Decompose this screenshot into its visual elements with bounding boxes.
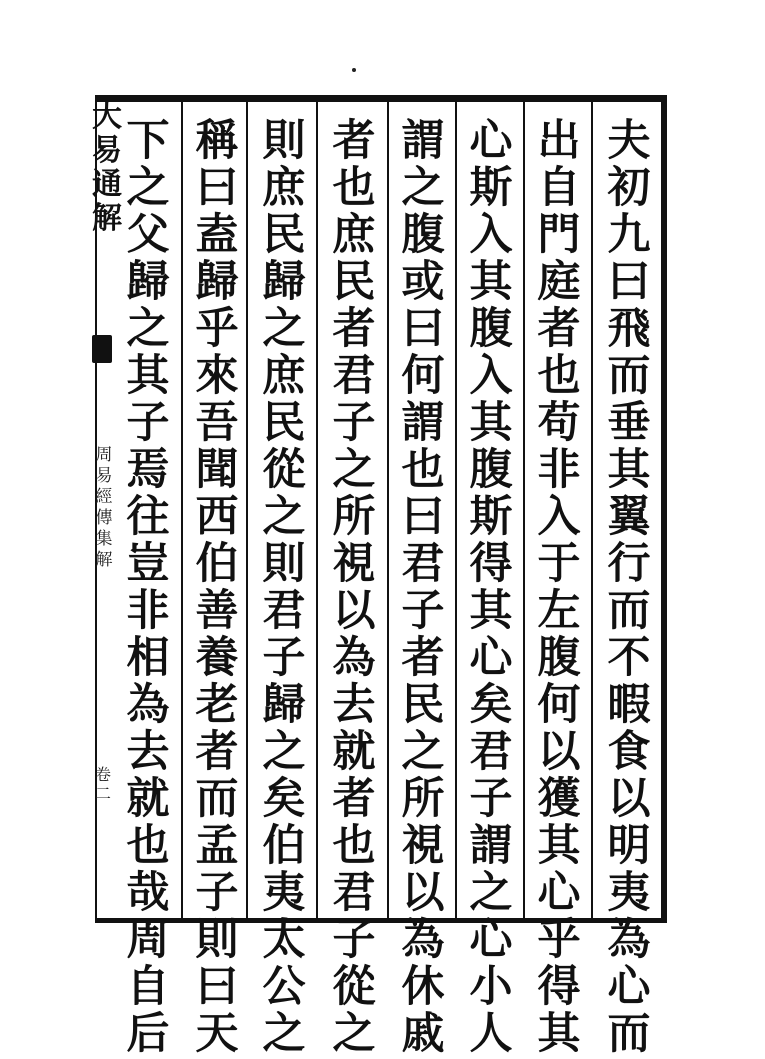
text-character: 焉 bbox=[126, 445, 170, 495]
text-character: 為 bbox=[401, 915, 445, 965]
text-character: 為 bbox=[607, 915, 651, 965]
text-character: 以 bbox=[537, 727, 581, 777]
text-character: 以 bbox=[332, 586, 376, 636]
text-column-8 bbox=[117, 116, 179, 1059]
text-character: 為 bbox=[332, 633, 376, 683]
text-character: 者 bbox=[537, 304, 581, 354]
text-character: 矣 bbox=[469, 680, 513, 730]
column-rule bbox=[523, 100, 525, 918]
text-column-7 bbox=[186, 116, 248, 1059]
text-character: 天 bbox=[195, 1009, 239, 1059]
margin-page-number bbox=[92, 765, 114, 803]
text-column-1 bbox=[598, 116, 660, 1059]
text-character: 者 bbox=[195, 727, 239, 777]
text-character: 九 bbox=[607, 210, 651, 260]
text-character: 也 bbox=[332, 163, 376, 213]
text-character: 子 bbox=[332, 915, 376, 965]
text-character: 其 bbox=[469, 398, 513, 448]
text-character: 相 bbox=[126, 633, 170, 683]
text-character: 也 bbox=[401, 445, 445, 495]
text-character: 所 bbox=[401, 774, 445, 824]
text-character: 君 bbox=[262, 586, 306, 636]
text-character: 就 bbox=[126, 774, 170, 824]
text-character: 何 bbox=[401, 351, 445, 401]
text-character: 曰 bbox=[195, 163, 239, 213]
column-rule bbox=[387, 100, 389, 918]
text-character: 心 bbox=[469, 633, 513, 683]
text-character: 之 bbox=[126, 304, 170, 354]
text-character: 民 bbox=[262, 210, 306, 260]
text-character: 下 bbox=[126, 116, 170, 166]
text-column-4 bbox=[392, 116, 454, 1059]
text-character: 飛 bbox=[607, 304, 651, 354]
text-character: 小 bbox=[469, 962, 513, 1012]
text-character: 往 bbox=[126, 492, 170, 542]
text-character: 哉 bbox=[126, 868, 170, 918]
text-character: 稱 bbox=[195, 116, 239, 166]
text-character: 周 bbox=[126, 915, 170, 965]
margin-fishtail-mark bbox=[92, 335, 112, 363]
text-character: 子 bbox=[195, 868, 239, 918]
text-character: 入 bbox=[537, 492, 581, 542]
text-character: 者 bbox=[332, 774, 376, 824]
text-character: 孟 bbox=[195, 821, 239, 871]
text-character: 而 bbox=[607, 1009, 651, 1059]
text-character: 善 bbox=[195, 586, 239, 636]
text-character: 西 bbox=[195, 492, 239, 542]
text-character: 者 bbox=[332, 116, 376, 166]
text-character: 曰 bbox=[195, 962, 239, 1012]
text-character: 之 bbox=[262, 304, 306, 354]
text-character: 所 bbox=[332, 492, 376, 542]
text-character: 以 bbox=[607, 774, 651, 824]
text-character: 之 bbox=[332, 445, 376, 495]
text-character: 子 bbox=[332, 398, 376, 448]
text-character: 心 bbox=[537, 868, 581, 918]
text-character: 則 bbox=[262, 116, 306, 166]
text-character: 而 bbox=[607, 586, 651, 636]
column-rule bbox=[455, 100, 457, 918]
margin-title-character: 易 bbox=[92, 133, 122, 168]
margin-subtitle bbox=[94, 445, 114, 571]
text-character: 以 bbox=[401, 868, 445, 918]
text-character: 君 bbox=[332, 868, 376, 918]
column-rule bbox=[181, 100, 183, 918]
margin-subtitle-character: 集 bbox=[95, 529, 113, 549]
text-character: 矣 bbox=[262, 774, 306, 824]
text-character: 君 bbox=[332, 351, 376, 401]
text-column-3 bbox=[460, 116, 522, 1059]
margin-subtitle-character: 經 bbox=[95, 487, 113, 507]
text-character: 也 bbox=[332, 821, 376, 871]
text-character: 之 bbox=[332, 1009, 376, 1059]
margin-page-character: 卷 bbox=[94, 765, 111, 784]
text-character: 夷 bbox=[262, 868, 306, 918]
text-character: 休 bbox=[401, 962, 445, 1012]
text-character: 歸 bbox=[262, 257, 306, 307]
text-character: 聞 bbox=[195, 445, 239, 495]
text-character: 者 bbox=[332, 304, 376, 354]
text-character: 謂 bbox=[469, 821, 513, 871]
margin-subtitle-character: 周 bbox=[95, 445, 113, 465]
column-rule bbox=[316, 100, 318, 918]
text-character: 父 bbox=[126, 210, 170, 260]
text-character: 左 bbox=[537, 586, 581, 636]
text-character: 之 bbox=[262, 1009, 306, 1059]
text-character: 腹 bbox=[469, 304, 513, 354]
text-character: 得 bbox=[537, 962, 581, 1012]
text-character: 其 bbox=[537, 821, 581, 871]
text-character: 從 bbox=[332, 962, 376, 1012]
margin-page-character: 二 bbox=[94, 784, 111, 803]
text-character: 歸 bbox=[262, 680, 306, 730]
text-character: 也 bbox=[537, 351, 581, 401]
text-character: 伯 bbox=[195, 539, 239, 589]
text-character: 從 bbox=[262, 445, 306, 495]
text-character: 之 bbox=[401, 727, 445, 777]
text-character: 而 bbox=[195, 774, 239, 824]
text-character: 腹 bbox=[401, 210, 445, 260]
text-character: 歸 bbox=[126, 257, 170, 307]
margin-subtitle-character: 易 bbox=[95, 466, 113, 486]
text-character: 君 bbox=[469, 727, 513, 777]
text-character: 之 bbox=[262, 492, 306, 542]
text-character: 之 bbox=[469, 868, 513, 918]
text-character: 去 bbox=[332, 680, 376, 730]
text-character: 老 bbox=[195, 680, 239, 730]
text-character: 后 bbox=[126, 1009, 170, 1059]
margin-subtitle-character: 傳 bbox=[95, 508, 113, 528]
text-character: 食 bbox=[607, 727, 651, 777]
text-character: 腹 bbox=[537, 633, 581, 683]
text-character: 夫 bbox=[607, 116, 651, 166]
text-character: 自 bbox=[126, 962, 170, 1012]
text-character: 腹 bbox=[469, 445, 513, 495]
text-character: 其 bbox=[126, 351, 170, 401]
text-character: 去 bbox=[126, 727, 170, 777]
text-character: 之 bbox=[401, 163, 445, 213]
text-character: 謂 bbox=[401, 116, 445, 166]
text-character: 出 bbox=[537, 116, 581, 166]
margin-title-character: 大 bbox=[92, 99, 122, 134]
text-character: 子 bbox=[126, 398, 170, 448]
text-character: 得 bbox=[469, 539, 513, 589]
text-character: 民 bbox=[401, 680, 445, 730]
text-character: 不 bbox=[607, 633, 651, 683]
text-character: 伯 bbox=[262, 821, 306, 871]
text-character: 則 bbox=[195, 915, 239, 965]
text-character: 或 bbox=[401, 257, 445, 307]
text-column-5 bbox=[323, 116, 385, 1059]
text-character: 視 bbox=[401, 821, 445, 871]
text-character: 庶 bbox=[262, 351, 306, 401]
text-character: 苟 bbox=[537, 398, 581, 448]
text-character: 夷 bbox=[607, 868, 651, 918]
text-character: 其 bbox=[537, 1009, 581, 1059]
text-character: 明 bbox=[607, 821, 651, 871]
text-character: 養 bbox=[195, 633, 239, 683]
text-column-6 bbox=[253, 116, 315, 1059]
text-character: 之 bbox=[126, 163, 170, 213]
text-character: 其 bbox=[469, 586, 513, 636]
text-column-2 bbox=[528, 116, 590, 1059]
text-character: 者 bbox=[401, 633, 445, 683]
text-character: 曰 bbox=[401, 492, 445, 542]
top-dot-mark bbox=[352, 68, 356, 72]
text-character: 心 bbox=[607, 962, 651, 1012]
text-character: 庶 bbox=[332, 210, 376, 260]
text-character: 獲 bbox=[537, 774, 581, 824]
text-character: 豈 bbox=[126, 539, 170, 589]
text-character: 就 bbox=[332, 727, 376, 777]
text-character: 初 bbox=[607, 163, 651, 213]
text-character: 翼 bbox=[607, 492, 651, 542]
text-character: 入 bbox=[469, 210, 513, 260]
text-character: 也 bbox=[126, 821, 170, 871]
text-character: 心 bbox=[469, 116, 513, 166]
text-character: 曰 bbox=[401, 304, 445, 354]
margin-title-character: 解 bbox=[92, 201, 122, 236]
text-character: 非 bbox=[537, 445, 581, 495]
text-character: 斯 bbox=[469, 492, 513, 542]
text-character: 視 bbox=[332, 539, 376, 589]
text-character: 子 bbox=[401, 586, 445, 636]
text-character: 暇 bbox=[607, 680, 651, 730]
text-character: 君 bbox=[401, 539, 445, 589]
text-character: 公 bbox=[262, 962, 306, 1012]
text-character: 民 bbox=[332, 257, 376, 307]
margin-subtitle-character: 解 bbox=[95, 550, 113, 570]
text-character: 其 bbox=[607, 445, 651, 495]
text-character: 何 bbox=[537, 680, 581, 730]
text-character: 自 bbox=[537, 163, 581, 213]
text-character: 乎 bbox=[537, 915, 581, 965]
text-character: 于 bbox=[537, 539, 581, 589]
text-character: 而 bbox=[607, 351, 651, 401]
text-character: 庭 bbox=[537, 257, 581, 307]
column-rule bbox=[591, 100, 593, 918]
text-character: 乎 bbox=[195, 304, 239, 354]
text-character: 心 bbox=[469, 915, 513, 965]
text-character: 子 bbox=[262, 633, 306, 683]
text-character: 庶 bbox=[262, 163, 306, 213]
text-character: 歸 bbox=[195, 257, 239, 307]
text-character: 垂 bbox=[607, 398, 651, 448]
text-character: 民 bbox=[262, 398, 306, 448]
text-character: 門 bbox=[537, 210, 581, 260]
text-character: 盍 bbox=[195, 210, 239, 260]
text-character: 非 bbox=[126, 586, 170, 636]
text-character: 太 bbox=[262, 915, 306, 965]
text-character: 人 bbox=[469, 1009, 513, 1059]
text-character: 行 bbox=[607, 539, 651, 589]
text-character: 謂 bbox=[401, 398, 445, 448]
text-character: 吾 bbox=[195, 398, 239, 448]
text-character: 之 bbox=[262, 727, 306, 777]
text-character: 則 bbox=[262, 539, 306, 589]
text-character: 為 bbox=[126, 680, 170, 730]
text-character: 其 bbox=[469, 257, 513, 307]
margin-title-character: 通 bbox=[92, 167, 122, 202]
text-character: 曰 bbox=[607, 257, 651, 307]
text-character: 戚 bbox=[401, 1009, 445, 1059]
text-character: 子 bbox=[469, 774, 513, 824]
text-character: 來 bbox=[195, 351, 239, 401]
text-character: 斯 bbox=[469, 163, 513, 213]
text-character: 入 bbox=[469, 351, 513, 401]
